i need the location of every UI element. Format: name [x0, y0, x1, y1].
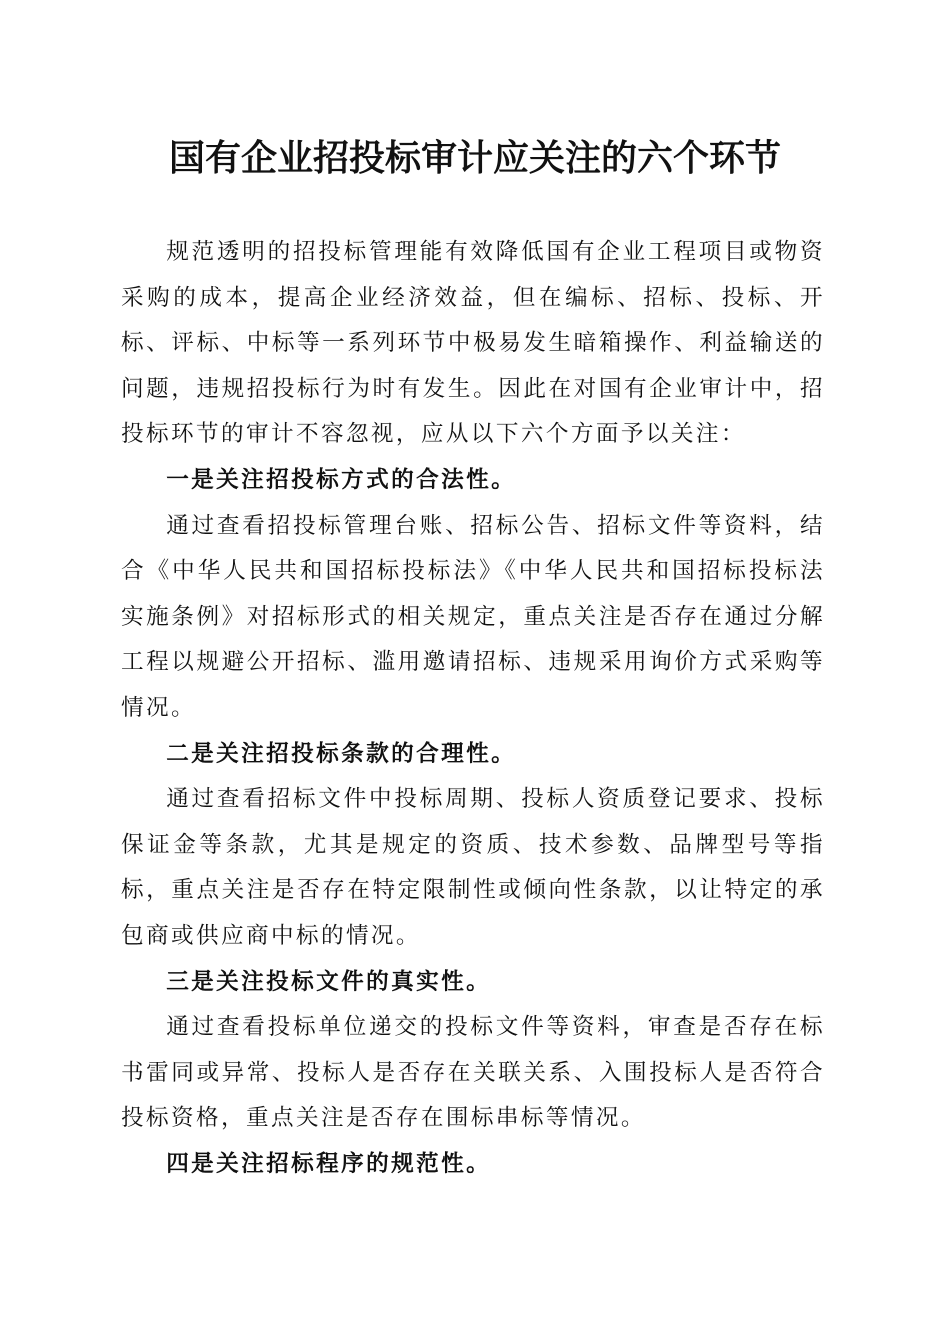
section-heading-4: 四是关注招标程序的规范性。	[166, 1150, 492, 1177]
document-title: 国有企业招投标审计应关注的六个环节	[168, 137, 781, 179]
section-paragraph-3: 通过查看投标单位递交的投标文件等资料，审查是否存在标书雷同或异常、投标人是否存在关联关系、入围投标人是否符合投标资格，重点关注是否存在围标串标等情况。	[121, 1014, 825, 1132]
section-heading-3: 三是关注投标文件的真实性。	[166, 968, 492, 995]
document-body	[121, 230, 825, 1187]
section-paragraph-2: 通过查看招标文件中投标周期、投标人资质登记要求、投标保证金等条款，尤其是规定的资质、技术参数、品牌型号等指标，重点关注是否存在特定限制性或倾向性条款，以让特定的承包商或供应商中标的情况。	[121, 786, 825, 949]
intro-paragraph: 规范透明的招投标管理能有效降低国有企业工程项目或物资采购的成本，提高企业经济效益，但在编标、招标、投标、开标、评标、中标等一系列环节中极易发生暗箱操作、利益输送的问题，违规招投标行为时有发生。因此在对国有企业审计中，招投标环节的审计不容忽视，应从以下六个方面予以关注：	[121, 239, 825, 448]
section-heading-2: 二是关注招投标条款的合理性。	[166, 740, 517, 767]
section-paragraph-1: 通过查看招投标管理台账、招标公告、招标文件等资料，结合《中华人民共和国招标投标法》《中华人民共和国招标投标法实施条例》对招标形式的相关规定，重点关注是否存在通过分解工程以规避公开招标、滥用邀请招标、违规采用询价方式采购等情况。	[121, 512, 825, 721]
section-heading-1: 一是关注招投标方式的合法性。	[166, 466, 517, 493]
